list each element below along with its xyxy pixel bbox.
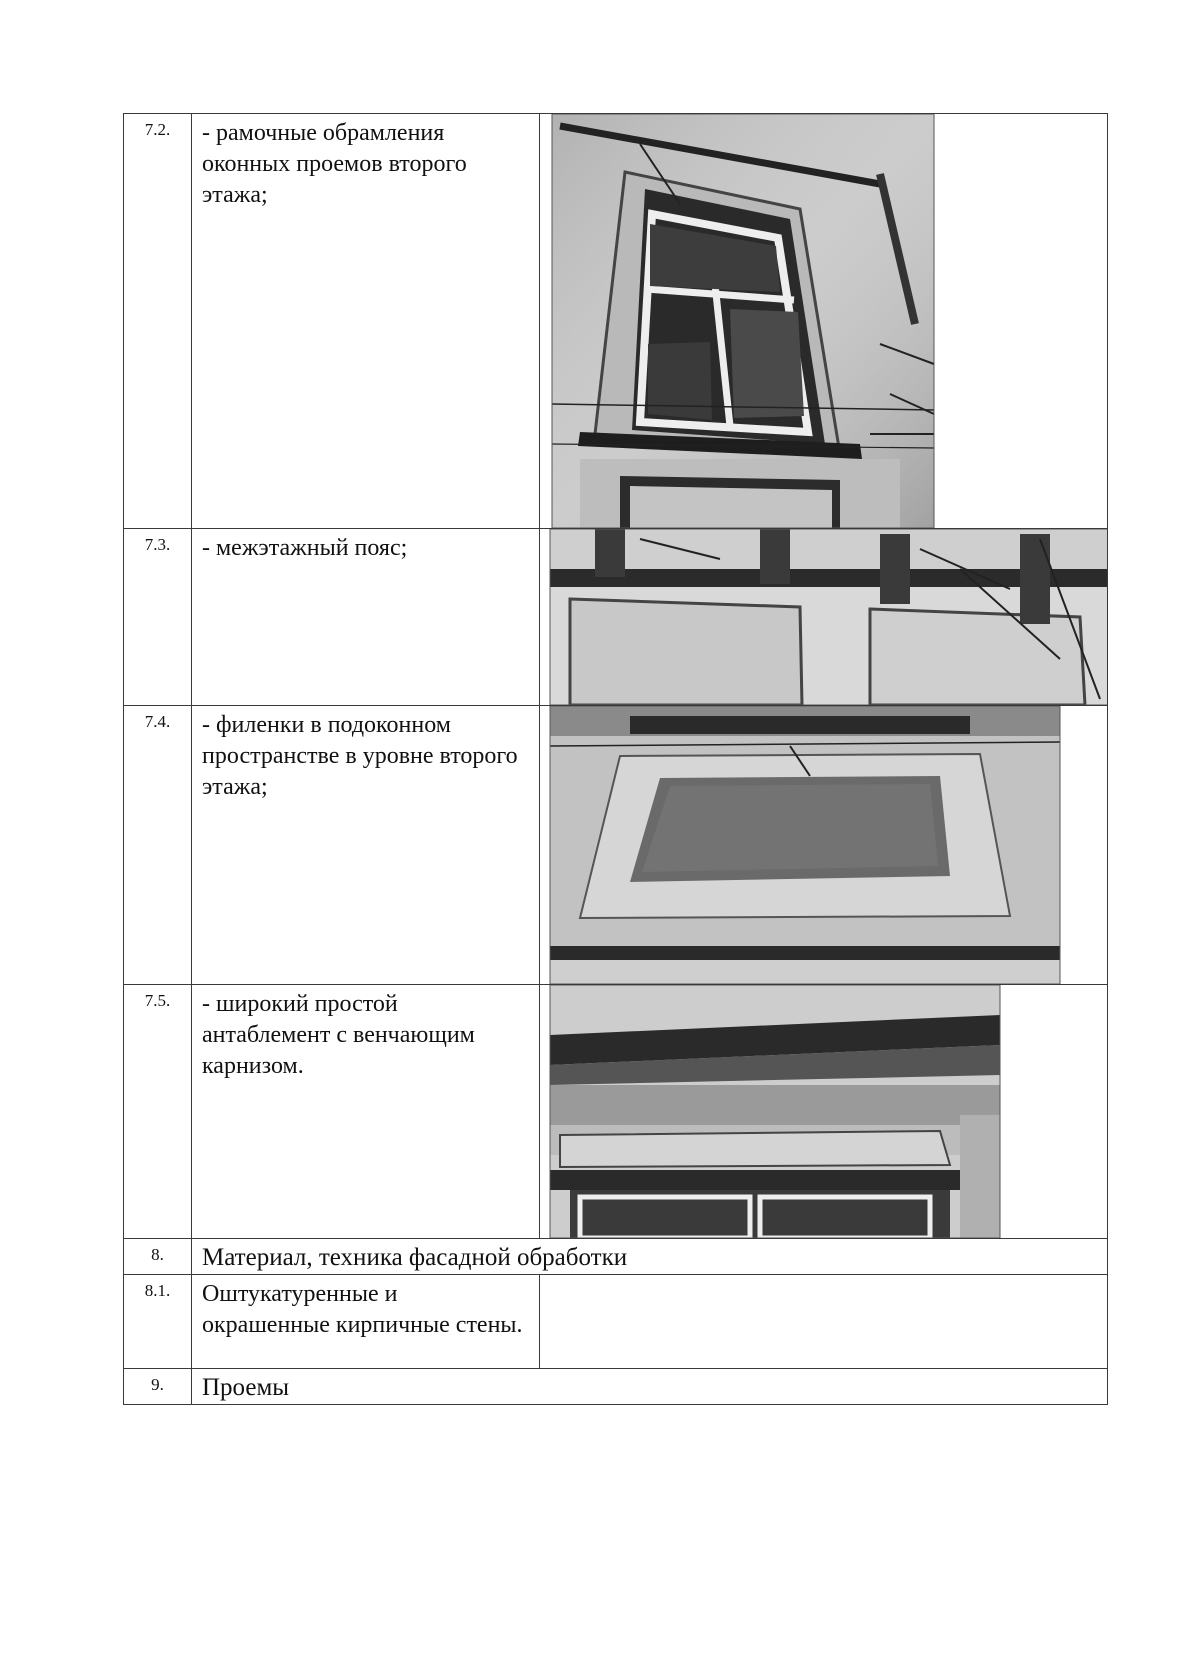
section-number: 9.: [124, 1369, 192, 1405]
window-frame-photo: [540, 114, 1108, 528]
panel-photo: [540, 706, 1108, 984]
row-number: 7.4.: [124, 706, 192, 985]
section-title: Материал, техника фасадной обработки: [192, 1239, 1108, 1275]
table-row: [124, 114, 1108, 529]
photo-cell: [540, 706, 1108, 985]
row-number: 7.2.: [124, 114, 192, 529]
empty-cell: [540, 1275, 1108, 1369]
row-number: 7.5.: [124, 985, 192, 1239]
row-description: - рамочные обрамления оконных проемов второго этажа;: [192, 114, 540, 529]
facade-table: [123, 113, 1108, 1405]
row-number: 7.3.: [124, 529, 192, 706]
section-number: 8.: [124, 1239, 192, 1275]
table-row: [124, 1239, 1108, 1275]
table-row: [124, 985, 1108, 1239]
section-title: Проемы: [192, 1369, 1108, 1405]
photo-cell: [540, 114, 1108, 529]
table-row: [124, 1275, 1108, 1369]
interfloor-belt-photo: [540, 529, 1108, 705]
row-description: - филенки в подоконном пространстве в уровне второго этажа;: [192, 706, 540, 985]
cornice-photo: [540, 985, 1108, 1238]
row-description: - широкий простой антаблемент с венчающим карнизом.: [192, 985, 540, 1239]
table-row: [124, 706, 1108, 985]
row-description: Оштукатуренные и окрашенные кирпичные стены.: [192, 1275, 540, 1369]
table-row: [124, 529, 1108, 706]
photo-cell: [540, 985, 1108, 1239]
table-row: [124, 1369, 1108, 1405]
row-description: - межэтажный пояс;: [192, 529, 540, 706]
row-number: 8.1.: [124, 1275, 192, 1369]
photo-cell: [540, 529, 1108, 706]
